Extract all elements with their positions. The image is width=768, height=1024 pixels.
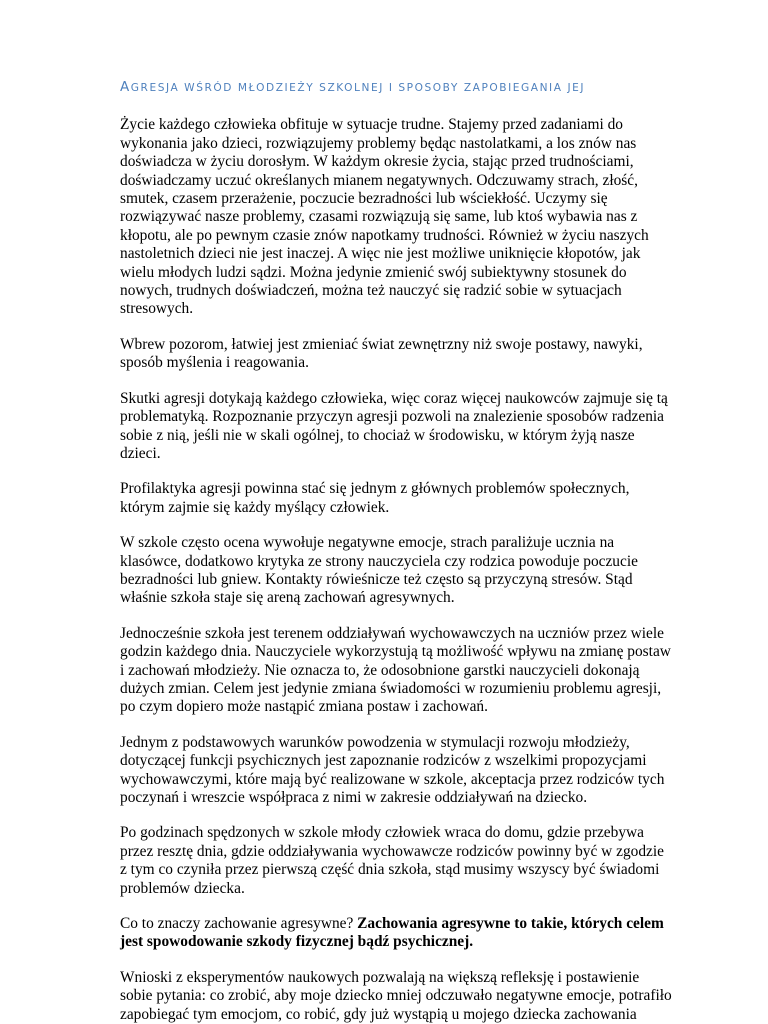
paragraph-home: Po godzinach spędzonych w szkole młody człowiek wraca do domu, gdzie przebywa przez resztę dnia, gdzie oddziaływania wychowawcze rodziców powinny być w zgodzie z tym co czyniła przez pierwszą część dnia szkoła, stąd musimy wszyscy być świadomi problemów dziecka.: [120, 824, 665, 897]
definition-bold: Zachowania agresywne to takie, których celem jest spowodowanie szkody fizycznej bądź psychicznej.: [120, 915, 664, 951]
paragraph-intro: Życie każdego człowieka obfituje w sytuacje trudne. Stajemy przed zadaniami do wykonania jako dzieci, rozwiązujemy problemy będąc nastolatkami, a los znów nas doświadcza w życiu dorosłym. W każdym okresie życia, stając przed trudnościami, doświadczamy uczuć określanych mianem negatywnych. Odczuwamy strach, złość, smutek, czasem przerażenie, poczucie bezradności lub wściekłość. Uczymy się rozwiązywać nasze problemy, czasami rozwiązują się same, lub ktoś wybawia nas z kłopotu, ale po pewnym czasie znów napotkamy trudności. Również w życiu naszych nastoletnich dzieci nie jest inaczej. A więc nie jest możliwe uniknięcie kłopotów, jak wielu młodych ludzi sądzi. Można jedynie zmienić swój subiektywny stosunek do nowych, trudnych doświadczeń, można też nauczyć się radzić sobie w sytuacjach stresowych.: [120, 116, 649, 318]
paragraph-world: Wbrew pozorom, łatwiej jest zmieniać świat zewnętrzny niż swoje postawy, nawyki, sposób myślenia i reagowania.: [120, 335, 643, 372]
paragraph-conclusions: Wnioski z eksperymentów naukowych pozwalają na większą refleksję i postawienie sobie pytania: co zrobić, aby moje dziecko mniej odczuwało negatywne emocje, potrafiło zapobiegać tym emocjom, co robić, gdy już wystąpią u mojego dziecka zachowania: [120, 968, 672, 1023]
paragraph-parents: Jednym z podstawowych warunków powodzenia w stymulacji rozwoju młodzieży, dotyczącej funkcji psychicznych jest zapoznanie rodziców z wszelkimi propozycjami wychowawczymi, które mają być realizowane w szkole, akceptacja przez rodziców tych poczynań i wreszcie współpraca z nimi w zakresie oddziaływań na dziecko.: [120, 733, 665, 806]
paragraph-definition: [120, 915, 672, 952]
definition-question: Co to znaczy zachowanie agresywne?: [120, 915, 358, 933]
document-heading: [120, 78, 672, 97]
document-page: [120, 78, 672, 1024]
paragraph-prevention: Profilaktyka agresji powinna stać się jednym z głównych problemów społecznych, którym zajmie się każdy myślący człowiek.: [120, 480, 630, 516]
heading-initial: A: [120, 79, 131, 95]
paragraph-school-influence: Jednocześnie szkoła jest terenem oddziaływań wychowawczych na uczniów przez wiele godzin każdego dnia. Nauczyciele wykorzystują tą możliwość wpływu na zmianę postaw i zachowań młodzieży. Nie oznacza to, że odosobnione garstki nauczycieli dokonają dużych zmian. Celem jest jedynie zmiana świadomości w rozumieniu problemu agresji, po czym dopiero może nastąpić zmiana postaw i zachowań.: [120, 624, 671, 716]
paragraph-school-emotions: W szkole często ocena wywołuje negatywne emocje, strach paraliżuje ucznia na klasówce, dodatkowo krytyka ze strony nauczyciela czy rodzica powoduje poczucie bezradności lub gniew. Kontakty rówieśnicze też często są przyczyną stresów. Stąd właśnie szkoła staje się areną zachowań agresywnych.: [120, 534, 638, 607]
heading-text: GRESJA WŚRÓD MŁODZIEŻY SZKOLNEJ I SPOSOBY ZAPOBIEGANIA JEJ: [130, 82, 586, 94]
paragraph-effects: Skutki agresji dotykają każdego człowieka, więc coraz więcej naukowców zajmuje się tą problematyką. Rozpoznanie przyczyn agresji pozwoli na znalezienie sposobów radzenia sobie z nią, jeśli nie w skali ogólnej, to chociaż w środowisku, w którym żyją nasze dzieci.: [120, 389, 668, 462]
